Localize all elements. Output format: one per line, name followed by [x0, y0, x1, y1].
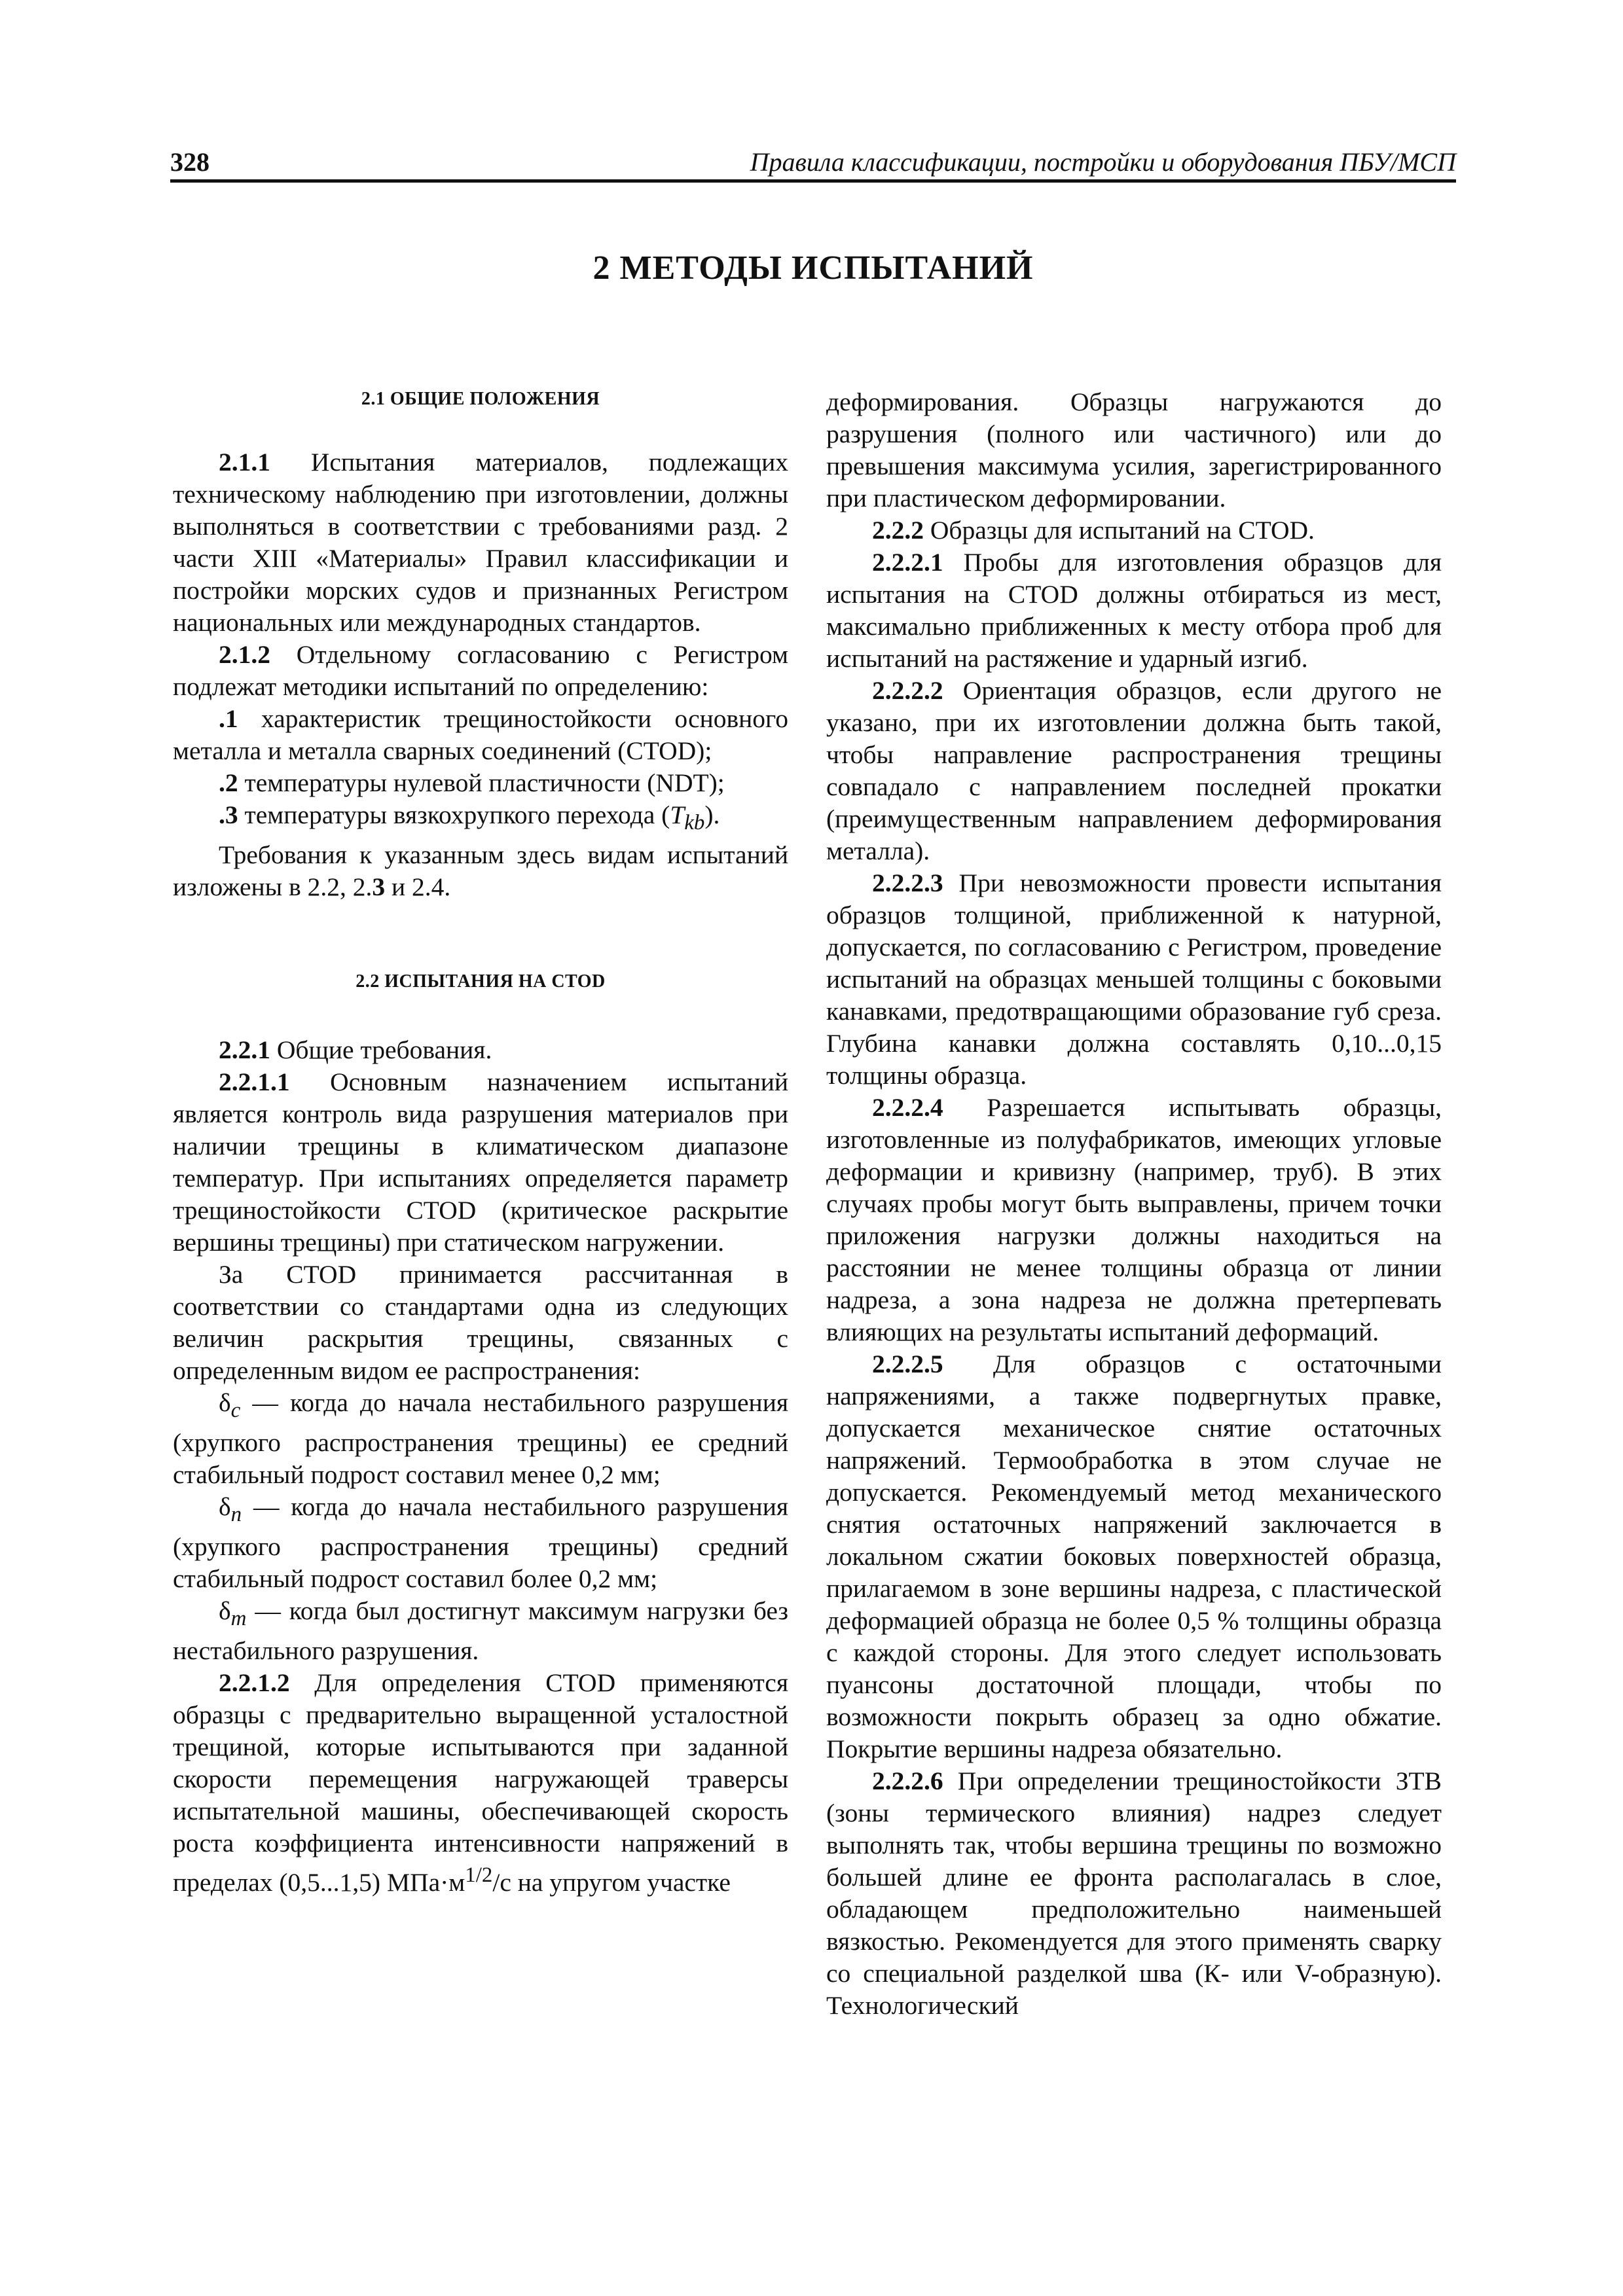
section-heading-2-1: 2.1 ОБЩИЕ ПОЛОЖЕНИЯ — [361, 389, 600, 409]
paragraph-2-2-2-4: 2.2.2.4 Разрешается испытывать образцы, изготовленные из полуфабрикатов, имеющих угловые деформации и кривизну (например, труб). В этих случаях пробы могут быть выправлены, причем точки приложения нагрузки должны находиться на расстоянии не менее толщины образца от линии надреза, а зона надреза не должна претерпевать влияющих на результаты испытаний деформаций. — [826, 1093, 1442, 1346]
left-column — [173, 386, 788, 1899]
list-item-2: .2 температуры нулевой пластичности (NDT); — [219, 768, 725, 797]
paragraph-continuation: деформирования. Образцы нагружаются до разрушения (полного или частичного) или до превышения максимума усилия, зарегистрированного при пластическом деформировании. — [826, 387, 1442, 512]
paragraph-2-2-2-5: 2.2.2.5 Для образцов с остаточными напряжениями, а также подвергнутых правке, допускается механическое снятие остаточных напряжений. Термообработка в этом случае не допускается. Рекомендуемый метод механического снятия остаточных напряжений заключается в локальном сжатии боковых поверхностей образца, прилагаемом в зоне вершины надреза, с пластической деформацией образца не более 0,5 % толщины образца с каждой стороны. Для этого следует использовать пуансоны достаточной площади, чтобы по возможности покрыть образец за одно обжатие. Покрытие вершины надреза обязательно. — [826, 1350, 1442, 1763]
right-column — [826, 386, 1442, 2022]
page-number: 328 — [170, 147, 210, 177]
list-item-1: .1 характеристик трещиностойкости основного металла и металла сварных соединений (CTOD); — [173, 704, 789, 765]
paragraph-2-2-2-3: 2.2.2.3 При невозможности провести испытания образцов толщиной, приближенной к натурной, допускается, по согласованию с Регистром, проведение испытаний на образцах меньшей толщины с боковыми канавками, предотвращающими образование губ среза. Глубина канавки должна составлять 0,10...0,15 толщины образца. — [826, 869, 1442, 1090]
running-title: Правила классификации, постройки и оборудования ПБУ/МСП — [750, 147, 1456, 177]
delta-n-definition: $\delta_n$ — когда до начала нестабильного разрушения (хрупкого распространения трещины) средний стабильный подрост составил более 0,2 мм; — [173, 1492, 788, 1593]
ctod-definition: За CTOD принимается рассчитанная в соответствии со стандартами одна из следующих величин раскрытия трещины, связанных с определенным видом ее распространения: — [173, 1259, 788, 1385]
page-header — [170, 145, 1456, 183]
requirements-reference: Требования к указанным здесь видам испытаний изложены в 2.2, 2.3 и 2.4. — [173, 840, 788, 901]
delta-c-definition: $\delta_c$ — когда до начала нестабильного разрушения (хрупкого распространения трещины) ее средний стабильный подрост составил менее 0,2 мм; — [173, 1388, 788, 1489]
paragraph-2-1-2: 2.1.2 Отдельному согласованию с Регистром подлежат методики испытаний по определению: — [173, 640, 789, 701]
delta-m-definition: $\delta_m$ — когда был достигнут максимум нагрузки без нестабильного разрушения. — [173, 1596, 788, 1665]
paragraph-2-2-1-2: 2.2.1.2 Для определения CTOD применяются образцы с предварительно выращенной усталостной трещиной, которые испытываются при заданной скорости перемещения нагружающей траверсы испытательной машины, обеспечивающей скорость роста коэффициента интенсивности напряжений в пределах (0,5...1,5) $МПа\cdot м^{1/2}/с$ на упругом участке — [173, 1668, 789, 1897]
paragraph-2-2-2-2: 2.2.2.2 Ориентация образцов, если другого не указано, при их изготовлении должна быть такой, чтобы направление распространения трещины совпадало с направлением последней прокатки (преимущественным направлением деформирования металла). — [826, 676, 1442, 865]
paragraph-2-2-1: 2.2.1 Общие требования. — [219, 1035, 492, 1064]
paragraph-2-2-2-1: 2.2.2.1 Пробы для изготовления образцов для испытания на CTOD должны отбираться из мест, максимально приближенных к месту отбора проб для испытаний на растяжение и ударный изгиб. — [826, 548, 1442, 673]
chapter-title: 2 МЕТОДЫ ИСПЫТАНИЙ — [593, 249, 1034, 287]
section-heading-2-2: 2.2 ИСПЫТАНИЯ НА CTOD — [356, 971, 606, 992]
list-item-3: .3 температуры вязкохрупкого перехода $(T_{kb})$. — [219, 800, 720, 834]
paragraph-2-2-2-6: 2.2.2.6 При определении трещиностойкости ЗТВ (зоны термического влияния) надрез следует выполнять так, чтобы вершина трещины по возможно большей длине ее фронта располагалась в слое, обладающем предположительно наименьшей вязкостью. Рекомендуется для этого применять сварку со специальной разделкой шва (К- или V-образную). Технологический — [826, 1767, 1442, 2020]
paragraph-2-1-1: 2.1.1 Испытания материалов, подлежащих техническому наблюдению при изготовлении, должны выполняться в соответствии с требованиями разд. 2 части XIII «Материалы» Правил классификации и постройки морских судов и признанных Регистром национальных или международных стандартов. — [173, 448, 788, 637]
paragraph-2-2-2: 2.2.2 Образцы для испытаний на CTOD. — [872, 516, 1315, 545]
paragraph-2-2-1-1: 2.2.1.1 Основным назначением испытаний является контроль вида разрушения материалов при наличии трещины в климатическом диапазоне температур. При испытаниях определяется параметр трещиностойкости CTOD (критическое раскрытие вершины трещины) при статическом нагружении. — [173, 1067, 788, 1257]
